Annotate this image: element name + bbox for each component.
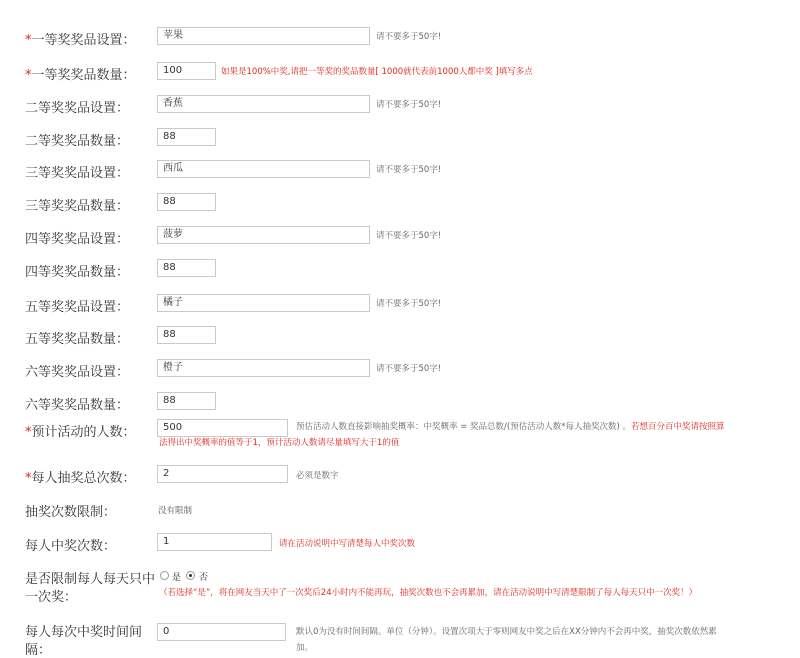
row-label-1 [25,64,136,83]
quantity-hint: 如果是100%中奖,请把一等奖的奖品数量[ 1000就代表前1000人都中奖 ]填写多点 [221,67,533,77]
participants-hint-red-1: 若想百分百中奖请按照算 [630,422,725,432]
row-label-text: 二等奖奖品数量： [25,134,130,149]
row-label-11 [25,394,129,413]
required-mark: * [25,68,32,83]
prize-limit-hint: 请不要多于50字! [376,299,442,309]
draws-total-label-text: 每人抽奖总次数： [31,471,136,486]
prize-limit-hint: 请不要多于50字! [376,100,442,110]
wins-per-person-hint: 请在活动说明中写清楚每人中奖次数 [279,539,416,549]
row-label-text: 五等奖奖品设置： [25,300,130,315]
wins-per-person-input[interactable]: 1 [157,533,272,551]
prize-limit-hint: 请不要多于50字! [376,231,442,241]
draw-limit-label: 抽奖次数限制： [25,505,117,520]
draw-limit-value: 没有限制 [158,506,193,516]
required-mark: * [25,33,32,48]
wins-per-person-label: 每人中奖次数： [25,539,117,554]
prize-quantity-input[interactable]: 88 [157,128,216,146]
prize-name-input[interactable]: 菠萝 [157,226,370,244]
prize-limit-hint: 请不要多于50字! [376,364,442,374]
row-label-10 [25,361,129,380]
daily-limit-hint: （若选择“是”，将在网友当天中了一次奖后24小时内不能再玩，抽奖次数也不会再累加，请在活动说明中写清楚限制了每人每天只中一次奖！） [159,588,698,598]
daily-limit-no-radio[interactable] [186,571,195,580]
prize-name-input[interactable]: 香蕉 [157,95,370,113]
daily-limit-yes-label: 是 [172,573,182,583]
interval-input[interactable]: 0 [157,623,286,641]
daily-limit-label-1: 是否限制每人每天只中 [25,572,156,587]
row-label-5 [25,195,129,214]
interval-hint-1: 默认0为没有时间间隔。单位（分钟）。设置次项大于零则网友中奖之后在XX分钟内不会再中奖，抽奖次数依然累 [296,627,717,637]
prize-name-input[interactable]: 橙子 [157,359,370,377]
row-label-text: 一等奖奖品设置： [31,33,136,48]
prize-name-input[interactable]: 苹果 [157,27,370,45]
daily-limit-label-2: 一次奖： [25,590,78,605]
daily-limit-no-label: 否 [199,573,209,583]
participants-hint-gray: 预估活动人数直接影响抽奖概率：中奖概率 = 奖品总数/(预估活动人数*每人抽奖次数) 。 [296,422,631,432]
row-label-4 [25,162,129,181]
prize-limit-hint: 请不要多于50字! [376,32,442,42]
daily-limit-yes-radio[interactable] [160,571,169,580]
prize-limit-hint: 请不要多于50字! [376,165,442,175]
row-label-6 [25,228,129,247]
draws-total-hint: 必须是数字 [296,471,339,481]
row-label-7 [25,261,129,280]
row-label-9 [25,328,129,347]
participants-label [25,421,136,440]
row-label-text: 三等奖奖品设置： [25,166,130,181]
required-mark: * [25,471,32,486]
prize-quantity-input[interactable]: 88 [157,193,216,211]
draws-total-input[interactable]: 2 [157,465,288,483]
row-label-2 [25,97,129,116]
row-label-8 [25,296,129,315]
prize-quantity-input[interactable]: 88 [157,259,216,277]
row-label-0 [25,29,136,48]
required-mark: * [25,425,32,440]
prize-quantity-input[interactable]: 100 [157,62,216,80]
participants-label-text: 预计活动的人数： [31,425,136,440]
row-label-text: 二等奖奖品设置： [25,101,130,116]
row-label-3 [25,130,129,149]
participants-hint [296,420,725,432]
row-label-text: 四等奖奖品设置： [25,232,130,247]
prize-quantity-input[interactable]: 88 [157,392,216,410]
row-label-text: 一等奖奖品数量： [31,68,136,83]
row-label-text: 五等奖奖品数量： [25,332,130,347]
row-label-text: 三等奖奖品数量： [25,199,130,214]
row-label-text: 六等奖奖品设置： [25,365,130,380]
prize-name-input[interactable]: 橘子 [157,294,370,312]
interval-hint-2: 加。 [296,643,314,653]
row-label-text: 四等奖奖品数量： [25,265,130,280]
prize-quantity-input[interactable]: 88 [157,326,216,344]
row-label-text: 六等奖奖品数量： [25,398,130,413]
draws-total-label [25,467,136,486]
interval-label-1: 每人每次中奖时间间 [25,625,143,640]
participants-hint-red-2: 法得出中奖概率的值等于1，预计活动人数请尽量填写大于1的值 [159,438,400,448]
participants-input[interactable]: 500 [157,419,288,437]
interval-label-2: 隔： [25,643,52,658]
prize-name-input[interactable]: 西瓜 [157,160,370,178]
